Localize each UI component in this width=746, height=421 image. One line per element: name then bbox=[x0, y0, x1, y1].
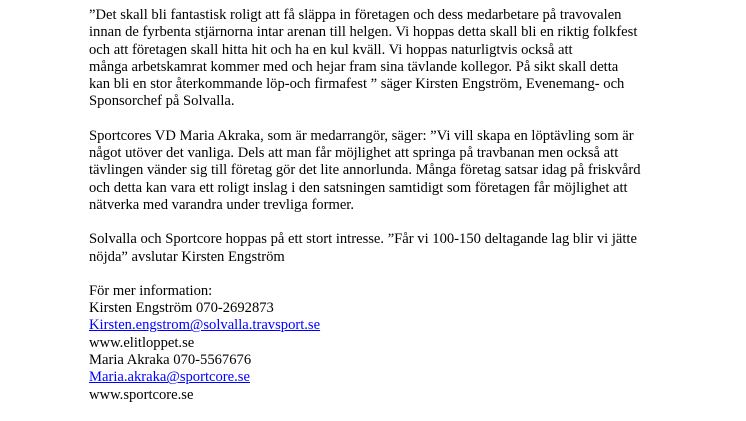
text-line: Sportcores VD Maria Akraka, som är medarrangör, säger: ”Vi vill skapa en löptävling som är bbox=[89, 127, 634, 144]
text-line: nätverka med varandra under trevliga former. bbox=[89, 196, 354, 213]
text-line: något utöver det vanliga. Dels att man får möjlighet att springa på travbanan men också att bbox=[89, 145, 619, 162]
contact-heading: För mer information: bbox=[89, 282, 213, 299]
text-line: tävlingen vänder sig till företag gör det lite annorlunda. Många företag satsar idag på friskvård bbox=[89, 162, 641, 179]
text-line: innan de fyrbenta stjärnorna intar arenan till helgen. Vi hoppas detta skall bli en riktig folkfest bbox=[89, 24, 638, 41]
text-line: och att företagen skall hitta hit och ha en kul kväll. Vi hoppas naturligtvis också att bbox=[89, 41, 573, 58]
text-line: Sponsorchef på Solvalla. bbox=[89, 93, 235, 110]
quote-paragraph-akraka bbox=[89, 128, 689, 214]
website-elitloppet: www.elitloppet.se bbox=[89, 334, 195, 351]
text-line: kan bli en stor återkommande löp-och firmafest ” säger Kirsten Engström, Evenemang- och bbox=[89, 76, 625, 93]
text-line: nöjda” avslutar Kirsten Engström bbox=[89, 248, 285, 265]
website-sportcore: www.sportcore.se bbox=[89, 386, 194, 403]
text-line: Solvalla och Sportcore hoppas på ett stort intresse. ”Får vi 100-150 deltagande lag blir vi jätte bbox=[89, 231, 637, 248]
text-line: ”Det skall bli fantastisk roligt att få släppa in företagen och dess medarbetare på travovalen bbox=[89, 7, 622, 23]
text-line: och detta kan vara ett roligt inslag i den satsningen samtidigt som företagen får möjlighet att bbox=[89, 179, 628, 196]
contact-block bbox=[89, 283, 689, 404]
email-link-engstrom[interactable]: Kirsten.engstrom@solvalla.travsport.se bbox=[89, 317, 321, 334]
email-link-akraka[interactable]: Maria.akraka@sportcore.se bbox=[89, 369, 250, 386]
quote-paragraph-engstrom bbox=[89, 7, 689, 111]
contact-person-akraka: Maria Akraka 070-5567676 bbox=[89, 352, 252, 369]
closing-paragraph bbox=[89, 231, 689, 266]
document-page bbox=[89, 7, 689, 421]
contact-person-engstrom: Kirsten Engström 070-2692873 bbox=[89, 300, 274, 317]
text-line: många arbetskamrat kommer med och hejar fram sina tävlande kollegor. På sikt skall detta bbox=[89, 58, 619, 75]
